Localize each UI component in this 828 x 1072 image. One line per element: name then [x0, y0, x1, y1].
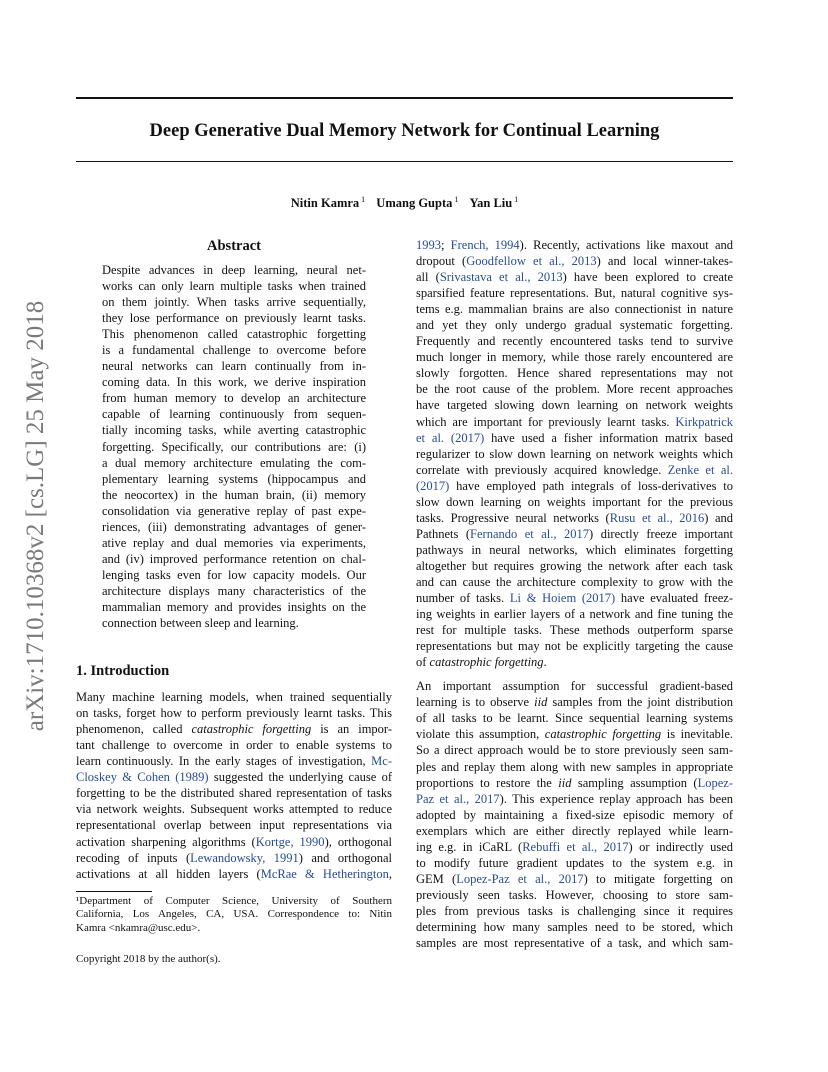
citation-link[interactable]: Lewandowsky, 1991	[190, 850, 299, 865]
text-line: violate this assumption, catastrophic forgetting is inevitable.	[416, 727, 734, 742]
text-line: is a fundamental challenge to overcome before	[102, 343, 366, 358]
text-line: learn continuously. In the early stages of investigation, Mc-	[76, 754, 392, 769]
text-line: mammalian memory and provides insights on the	[102, 599, 366, 614]
text-line: and yet they only undergo gradual systematic forgetting.	[416, 318, 733, 333]
text-line: works can only learn multiple tasks when trained	[102, 279, 366, 294]
right-paragraph-2	[416, 678, 733, 951]
citation-link[interactable]: Rusu et al., 2016	[609, 510, 705, 525]
text-line: proportions to restore the iid sampling assumption (Lopez-	[416, 775, 733, 790]
citation-link[interactable]: Kortge, 1990	[255, 834, 325, 849]
citation-link[interactable]: Zenke et al.	[667, 462, 733, 477]
text-line: forgetting to be the distributed shared representation of tasks	[76, 786, 392, 801]
text-line: they lose performance on previously learnt tasks.	[102, 311, 366, 326]
text-line: determining how many samples need to be stored, which	[416, 919, 733, 934]
text-line: tems e.g. mammalian brains are also connectionist in nature	[416, 302, 733, 317]
citation-link[interactable]: (2017)	[581, 591, 616, 606]
copyright-notice: Copyright 2018 by the author(s).	[76, 953, 221, 966]
text-line: via network weights. Subsequent works attempted to reduce	[76, 802, 392, 817]
citation-link[interactable]: Paz et al., 2017	[416, 791, 500, 806]
text-line: ¹Department of Computer Science, University of Southern	[76, 894, 392, 907]
top-rule	[76, 97, 733, 99]
citation-link[interactable]: Fernando et al., 2017	[470, 526, 590, 541]
citation-link[interactable]: Lopez-	[697, 775, 733, 790]
text-line: et al. (2017) have used a fisher information matrix based	[416, 430, 733, 445]
text-line: of catastrophic forgetting.	[416, 655, 547, 670]
text-line: coming data. In this work, we derive inspiration	[102, 375, 366, 390]
text-line: of all tasks to be learnt. Since sequential learning systems	[416, 711, 733, 726]
text-line: lenging tasks even for low capacity models. Our	[102, 567, 366, 582]
text-line: have targeted slowing down learning on network weights	[416, 398, 733, 413]
text-line: tially incoming tasks, while averting catastrophic	[102, 423, 366, 438]
text-line: ples and replay them along with new samples in appropriate	[416, 759, 733, 774]
text-line: phenomenon, called catastrophic forgetting is an impor-	[76, 722, 393, 737]
author-name: Nitin Kamra	[290, 196, 360, 210]
introduction-heading: 1. Introduction	[76, 663, 170, 680]
text-line: tasks. Progressive neural networks (Rusu et al., 2016) and	[416, 510, 734, 525]
text-line: altogether but requires growing the network after each task	[416, 558, 733, 573]
citation-link[interactable]: Srivastava et al., 2013	[439, 270, 563, 285]
emphasis: catastrophic forgetting	[544, 727, 662, 742]
affiliation-mark: 1	[454, 195, 459, 204]
affiliation-mark: 1	[514, 195, 519, 204]
text-line: consolidation via generative replay of past expe-	[102, 503, 366, 518]
text-line: be the root cause of the problem. More recent approaches	[416, 382, 733, 397]
text-line: representations but may not be explicitly targeting the cause	[416, 639, 733, 654]
affiliation-mark: 1	[361, 195, 366, 204]
abstract-heading: Abstract	[207, 238, 261, 254]
text-line: activations at all hidden layers (McRae & Hetherington,	[76, 866, 392, 881]
right-paragraph-1	[416, 237, 733, 670]
citation-link[interactable]: 1993	[416, 238, 441, 252]
citation-link[interactable]: McRae & Hetherington	[260, 866, 389, 881]
arxiv-stamp-text: arXiv:1710.10368v2 [cs.LG] 25 May 2018	[22, 300, 49, 732]
text-line: Paz et al., 2017). This experience replay approach has been	[416, 791, 733, 806]
emphasis: iid	[558, 775, 572, 790]
author-list	[76, 192, 733, 211]
text-line: representational overlap between input representations via	[76, 818, 392, 833]
text-line: activation sharpening algorithms (Kortge, 1990), orthogonal	[76, 834, 392, 849]
text-line: architecture displays many characteristics of the	[102, 583, 366, 598]
text-line: An important assumption for successful gradient-based	[416, 679, 733, 694]
text-line: Despite advances in deep learning, neural net-	[102, 263, 366, 277]
text-line: 1993; French, 1994). Recently, activations like maxout and	[416, 238, 733, 252]
citation-link[interactable]: Kirkpatrick	[675, 414, 733, 429]
citation-link[interactable]: et al. (2017)	[416, 430, 485, 445]
text-line: neural networks can learn continually from in-	[102, 359, 366, 374]
text-line: Frequently and recently encountered tasks tend to survive	[416, 334, 733, 349]
emphasis: iid	[534, 695, 548, 710]
text-line: Many machine learning models, when trained sequentially	[76, 690, 392, 705]
citation-link[interactable]: Mc-	[371, 754, 392, 769]
text-line: all (Srivastava et al., 2013) have been explored to create	[416, 270, 733, 285]
text-line: which are important for previously learnt tasks. Kirkpatrick	[416, 414, 733, 429]
author-3	[469, 196, 518, 210]
citation-link[interactable]: (1989)	[175, 770, 209, 785]
text-line: ing e.g. in iCaRL (Rebuffi et al., 2017) or indirectly used	[416, 839, 734, 854]
text-line: dropout (Goodfellow et al., 2013) and local winner-takes-	[416, 254, 733, 269]
text-line: recoding of inputs (Lewandowsky, 1991) and orthogonal	[76, 850, 392, 865]
left-column	[76, 237, 392, 966]
text-line: riences, (iii) demonstrating advantages of gener-	[102, 519, 366, 534]
citation-link[interactable]: (2017)	[416, 478, 450, 493]
citation-link[interactable]: Rebuffi et al., 2017	[522, 839, 629, 854]
text-line: sparsified feature representations. But, natural cognitive sys-	[416, 286, 733, 301]
text-line: correlate with previously acquired knowledge. Zenke et al.	[416, 462, 733, 477]
text-line: (2017) have employed path integrals of loss-derivatives to	[416, 478, 733, 493]
introduction-body	[76, 689, 392, 882]
author-name: Yan Liu	[469, 196, 513, 210]
footnote	[76, 895, 392, 936]
citation-link[interactable]: Goodfellow et al., 2013	[466, 254, 597, 269]
text-line: number of tasks. Li & Hoiem (2017) have evaluated freez-	[416, 591, 733, 606]
text-line: learning is to observe iid samples from the joint distribution	[416, 695, 734, 710]
text-line: ples from previous tasks is challenging since it requires	[416, 903, 733, 918]
text-line: to modify future gradient updates to the system e.g. in	[416, 855, 733, 870]
text-line: on tasks, forget how to perform previously learnt tasks. This	[76, 706, 392, 721]
text-line: ing weights in earlier layers of a network and fine tuning the	[416, 607, 733, 622]
paragraph-gap	[416, 670, 733, 678]
text-line: connection between sleep and learning.	[102, 616, 299, 631]
text-line: Kamra <nkamra@usc.edu>.	[76, 921, 201, 934]
text-line: Pathnets (Fernando et al., 2017) directly freeze important	[416, 526, 733, 541]
text-line: pathways in neural networks, which eliminates forgetting	[416, 542, 733, 557]
text-line: exemplars which are either directly replayed while learn-	[416, 823, 733, 838]
text-line: and can cause the architecture complexity to grow with the	[416, 574, 733, 589]
text-line: forgetting. Specifically, our contributions are: (i)	[102, 439, 366, 454]
emphasis: catastrophic forgetting	[191, 722, 312, 737]
text-line: Closkey & Cohen (1989) suggested the underlying cause of	[76, 770, 392, 785]
text-line: California, Los Angeles, CA, USA. Correspondence to: Nitin	[76, 908, 392, 921]
text-line: from human memory to develop an architecture	[102, 391, 366, 406]
text-line: slowly forgotten. Hence shared representations may not	[416, 366, 733, 381]
text-line: regularizer to slow down learning on network weights which	[416, 446, 733, 461]
citation-link[interactable]: French, 1994	[450, 238, 520, 252]
emphasis: catastrophic forgetting	[429, 655, 544, 670]
text-line: plementary learning systems (hippocampus and	[102, 471, 366, 486]
title-bottom-rule	[76, 161, 733, 162]
citation-link[interactable]: Li & Hoiem	[509, 591, 577, 606]
paper-title: Deep Generative Dual Memory Network for Continual Learning	[149, 121, 660, 141]
footnote-rule	[76, 891, 152, 892]
text-line: previously seen tasks. However, choosing to store sam-	[416, 887, 733, 902]
text-line: rest for multiple tasks. These methods outperform sparse	[416, 623, 733, 638]
text-line: capable of learning continuously from sequen-	[102, 407, 366, 422]
text-line: GEM (Lopez-Paz et al., 2017) to mitigate forgetting on	[416, 871, 733, 886]
text-line: slow down learning on weights important for the previous	[416, 494, 733, 509]
author-name: Umang Gupta	[376, 196, 453, 210]
citation-link[interactable]: Lopez-Paz et al., 2017	[456, 871, 584, 886]
right-column	[416, 237, 733, 951]
text-line: on them jointly. When tasks arrive sequentially,	[102, 295, 366, 310]
author-1	[291, 196, 365, 210]
citation-link[interactable]: Closkey & Cohen	[76, 770, 170, 785]
text-line: tant challenge to overcome in order to enable systems to	[76, 738, 392, 753]
arxiv-stamp	[14, 272, 58, 760]
text-line: adopted by maintaining a fixed-size episodic memory of	[416, 807, 733, 822]
text-line: much longer in memory, while those rarely encountered are	[416, 350, 733, 365]
text-line: So a direct approach would be to store previously seen sam-	[416, 743, 733, 758]
text-line: This phenomenon called catastrophic forgetting	[102, 327, 366, 342]
text-line: the neocortex) in the human brain, (ii) memory	[102, 487, 366, 502]
text-line: and (iv) improved performance retention on chal-	[102, 551, 366, 566]
abstract-body	[76, 262, 392, 631]
author-2	[376, 196, 458, 210]
text-line: ative replay and dual memories via experiments,	[102, 535, 366, 550]
text-line: samples are most representative of a task, and which sam-	[416, 936, 733, 951]
text-line: a dual memory architecture emulating the com-	[102, 455, 366, 470]
